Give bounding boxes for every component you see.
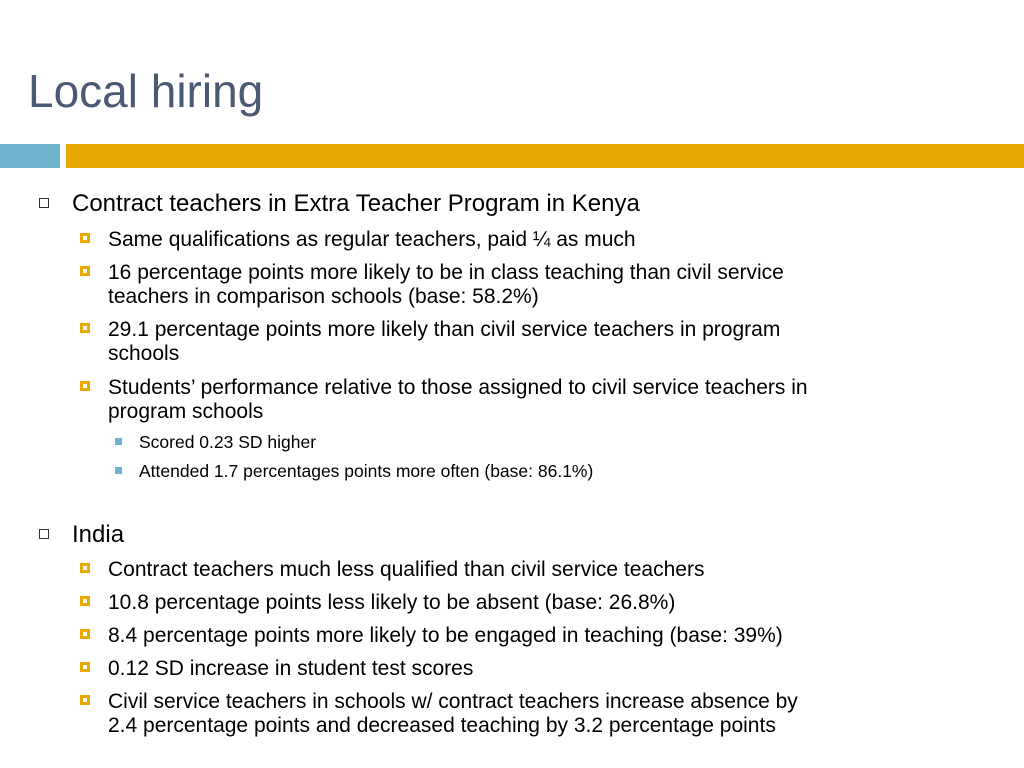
- sub-bullet-text: 0.12 SD increase in student test scores: [108, 657, 474, 680]
- orange-square-bullet-icon: [80, 695, 90, 705]
- hollow-square-bullet-icon: [39, 198, 49, 208]
- sub-bullet: [108, 657, 473, 681]
- sub-sub-bullet: [139, 461, 593, 481]
- orange-square-bullet-icon: [80, 596, 90, 606]
- blue-square-bullet-icon: [115, 467, 122, 474]
- orange-square-bullet-icon: [80, 323, 90, 333]
- title-accent-band-right: [66, 144, 1024, 168]
- sub-bullet: [108, 591, 675, 615]
- sub-sub-bullet: [139, 432, 316, 452]
- orange-square-bullet-icon: [80, 629, 90, 639]
- sub-bullet: [108, 228, 636, 252]
- sub-bullet: [108, 261, 784, 309]
- sub-sub-bullet-text: Scored 0.23 SD higher: [139, 432, 317, 452]
- sub-bullet-text: Same qualifications as regular teachers, paid ¼ as much: [108, 228, 636, 251]
- sub-bullet: [108, 376, 808, 424]
- orange-square-bullet-icon: [80, 381, 90, 391]
- hollow-square-bullet-icon: [39, 529, 49, 539]
- sub-bullet-text: 8.4 percentage points more likely to be engaged in teaching (base: 39%): [108, 624, 783, 647]
- sub-bullet-text-line: schools: [108, 342, 180, 365]
- title-accent-band-left: [0, 144, 60, 168]
- sub-bullet: [108, 624, 783, 648]
- sub-bullet-text: 10.8 percentage points less likely to be absent (base: 26.8%): [108, 591, 676, 614]
- orange-square-bullet-icon: [80, 266, 90, 276]
- sub-bullet-text-line: teachers in comparison schools (base: 58.2%): [108, 285, 539, 308]
- bullet-india: [72, 521, 124, 549]
- sub-sub-bullet-text: Attended 1.7 percentages points more often (base: 86.1%): [139, 461, 594, 481]
- bullet-text: Contract teachers in Extra Teacher Program in Kenya: [72, 190, 640, 217]
- sub-bullet-text-line: 2.4 percentage points and decreased teaching by 3.2 percentage points: [108, 714, 776, 737]
- slide-title: Local hiring: [28, 65, 264, 117]
- blue-square-bullet-icon: [115, 438, 122, 445]
- sub-bullet-text-line: program schools: [108, 400, 264, 423]
- sub-bullet-text-line: 16 percentage points more likely to be in class teaching than civil service: [108, 261, 784, 284]
- bullet-kenya: [72, 190, 640, 218]
- sub-bullet-text-line: 29.1 percentage points more likely than civil service teachers in program: [108, 318, 781, 341]
- orange-square-bullet-icon: [80, 662, 90, 672]
- bullet-text: India: [72, 521, 125, 548]
- sub-bullet: [108, 558, 704, 582]
- sub-bullet-text: Contract teachers much less qualified than civil service teachers: [108, 558, 705, 581]
- sub-bullet-text-line: Civil service teachers in schools w/ contract teachers increase absence by: [108, 690, 798, 713]
- orange-square-bullet-icon: [80, 233, 90, 243]
- sub-bullet: [108, 690, 798, 738]
- orange-square-bullet-icon: [80, 563, 90, 573]
- sub-bullet: [108, 318, 780, 366]
- sub-bullet-text-line: Students’ performance relative to those assigned to civil service teachers in: [108, 376, 808, 399]
